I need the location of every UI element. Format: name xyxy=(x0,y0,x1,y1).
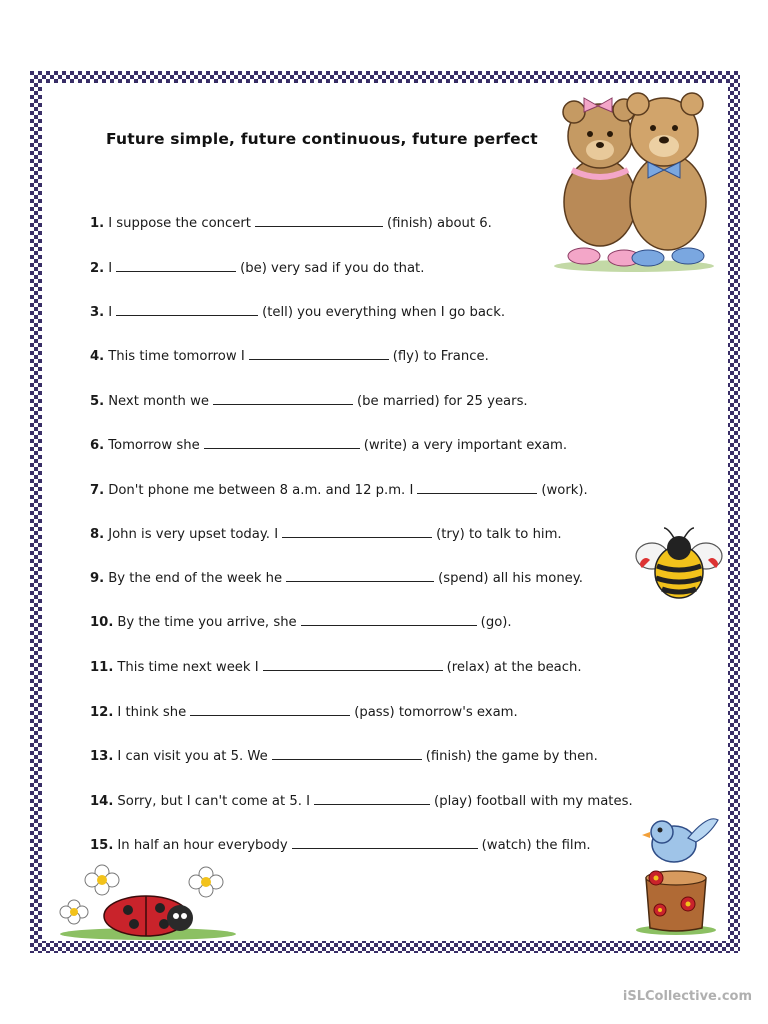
answer-blank[interactable] xyxy=(286,569,434,582)
answer-blank[interactable] xyxy=(116,259,236,272)
exercise-item: 8. John is very upset today. I (try) to talk to him. xyxy=(90,527,562,542)
answer-blank[interactable] xyxy=(282,525,432,538)
exercise-item: 10. By the time you arrive, she (go). xyxy=(90,615,512,630)
answer-blank[interactable] xyxy=(190,703,350,716)
worksheet-title: Future simple, future continuous, future perfect xyxy=(106,130,538,148)
answer-blank[interactable] xyxy=(116,303,258,316)
exercise-item: 5. Next month we (be married) for 25 years. xyxy=(90,394,528,409)
exercise-item: 2. I (be) very sad if you do that. xyxy=(90,261,425,276)
answer-blank[interactable] xyxy=(204,436,360,449)
exercise-item: 12. I think she (pass) tomorrow's exam. xyxy=(90,705,518,720)
teddy-bears-icon xyxy=(548,90,720,274)
exercise-item: 9. By the end of the week he (spend) all his money. xyxy=(90,571,583,586)
answer-blank[interactable] xyxy=(249,347,389,360)
answer-blank[interactable] xyxy=(292,836,478,849)
answer-blank[interactable] xyxy=(272,747,422,760)
exercise-item: 15. In half an hour everybody (watch) the film. xyxy=(90,838,591,853)
footer-watermark: iSLCollective.com xyxy=(622,989,752,1004)
answer-blank[interactable] xyxy=(301,613,477,626)
exercise-item: 1. I suppose the concert (finish) about 6. xyxy=(90,216,492,231)
exercise-item: 3. I (tell) you everything when I go back. xyxy=(90,305,506,320)
answer-blank[interactable] xyxy=(417,481,537,494)
ladybug-icon xyxy=(56,860,238,940)
bee-icon xyxy=(634,526,724,602)
answer-blank[interactable] xyxy=(255,214,383,227)
answer-blank[interactable] xyxy=(263,658,443,671)
exercise-item: 14. Sorry, but I can't come at 5. I (play) football with my mates. xyxy=(90,794,633,809)
bird-on-stump-icon xyxy=(630,808,722,936)
answer-blank[interactable] xyxy=(213,392,353,405)
exercise-item: 13. I can visit you at 5. We (finish) the game by then. xyxy=(90,749,598,764)
exercise-item: 6. Tomorrow she (write) a very important exam. xyxy=(90,438,568,453)
answer-blank[interactable] xyxy=(314,792,430,805)
exercise-item: 11. This time next week I (relax) at the beach. xyxy=(90,660,582,675)
exercise-item: 4. This time tomorrow I (fly) to France. xyxy=(90,349,489,364)
exercise-item: 7. Don't phone me between 8 a.m. and 12 p.m. I (work). xyxy=(90,483,588,498)
